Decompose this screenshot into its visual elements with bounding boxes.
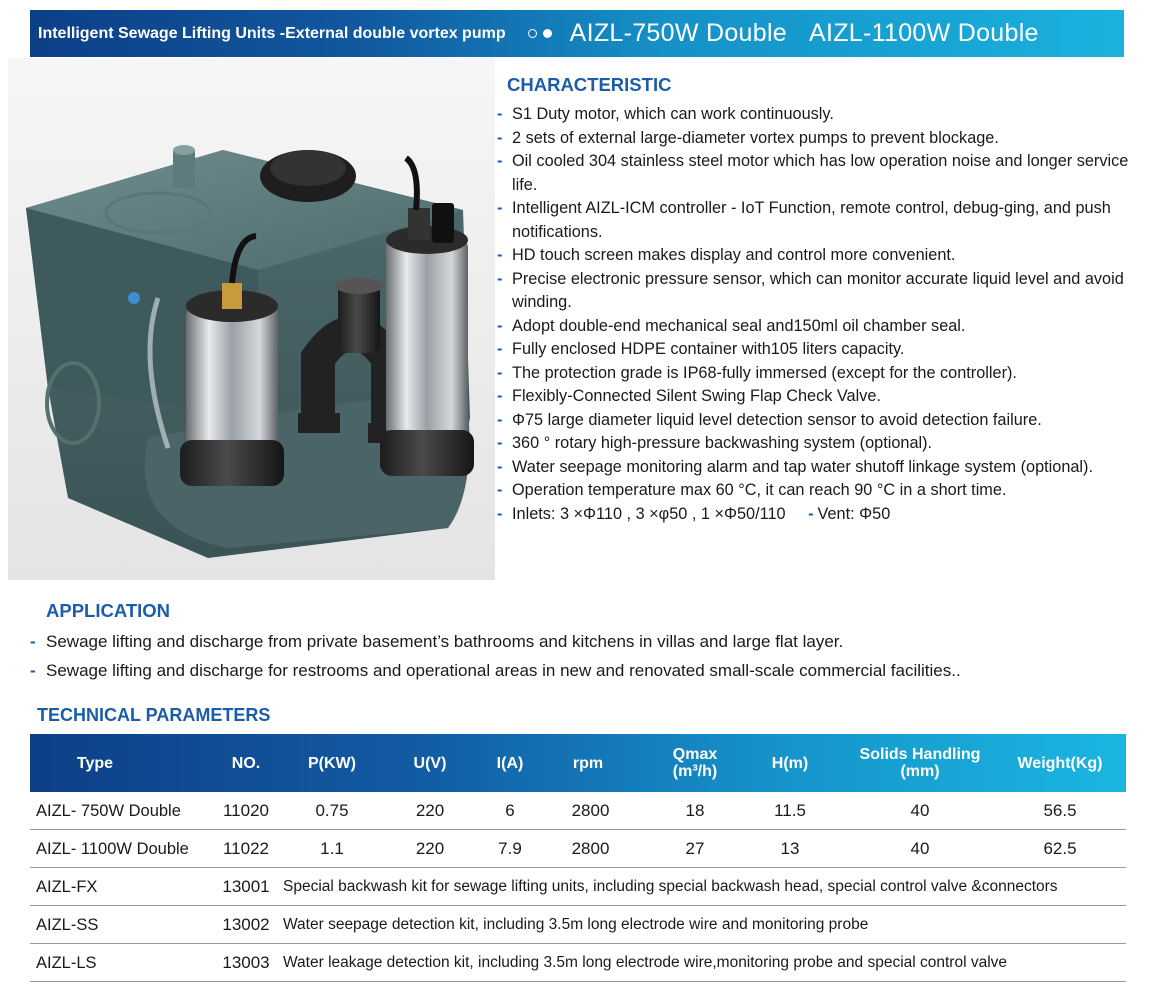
banner-title: Intelligent Sewage Lifting Units -External double vortex pump bbox=[38, 24, 506, 42]
list-item: - Operation temperature max 60 °C, it can reach 90 °C in a short time. bbox=[495, 479, 1145, 503]
cell-description: Water seepage detection kit, including 3.5m long electrode wire and monitoring probe bbox=[283, 916, 869, 933]
list-item: - Sewage lifting and discharge for restrooms and operational areas in new and renovated small-scale commercial facilities.. bbox=[30, 656, 961, 685]
table-row bbox=[30, 792, 1126, 830]
cell-type: AIZL-FX bbox=[36, 877, 98, 896]
cell-qmax: 27 bbox=[685, 839, 705, 858]
cell-type: AIZL-LS bbox=[36, 953, 97, 972]
vent-text: Vent: Φ50 bbox=[817, 504, 891, 523]
cell-weight: 62.5 bbox=[1043, 839, 1077, 858]
banner-dots-icon bbox=[528, 29, 552, 38]
table-row bbox=[30, 906, 1126, 944]
list-item: - 360 ° rotary high-pressure backwashing system (optional). bbox=[495, 432, 1145, 456]
cell-no: 13001 bbox=[222, 877, 270, 896]
cell-rpm: 2800 bbox=[571, 801, 610, 820]
list-item: - Intelligent AIZL-ICM controller - IoT Function, remote control, debug-ging, and push notifications. bbox=[495, 197, 1145, 244]
cell-voltage: 220 bbox=[415, 839, 445, 858]
header-qmax bbox=[650, 734, 740, 792]
header-solids bbox=[845, 734, 995, 792]
header-qmax-label: Qmax bbox=[672, 746, 718, 763]
header-rpm: rpm bbox=[572, 754, 604, 772]
cell-type: AIZL-SS bbox=[36, 915, 99, 934]
list-item: - Sewage lifting and discharge from private basement’s bathrooms and kitchens in villas and large flat layer. bbox=[30, 627, 961, 656]
characteristic-list bbox=[495, 103, 1145, 526]
technical-parameters-table bbox=[30, 734, 1126, 982]
list-item: - Water seepage monitoring alarm and tap water shutoff linkage system (optional). bbox=[495, 456, 1145, 480]
cell-head: 13 bbox=[780, 839, 800, 858]
cell-solids: 40 bbox=[910, 839, 930, 858]
cell-rpm: 2800 bbox=[571, 839, 610, 858]
cell-current: 6 bbox=[505, 801, 515, 820]
table-row bbox=[30, 944, 1126, 982]
list-item: - Precise electronic pressure sensor, which can monitor accurate liquid level and avoid winding. bbox=[495, 268, 1145, 315]
cell-power: 0.75 bbox=[315, 801, 349, 820]
list-item: - Fully enclosed HDPE container with105 liters capacity. bbox=[495, 338, 1145, 362]
header-banner bbox=[30, 10, 1124, 57]
cell-description: Special backwash kit for sewage lifting units, including special backwash head, special control valve &connectors bbox=[283, 878, 1058, 895]
cell-type: AIZL- 1100W Double bbox=[36, 839, 189, 858]
header-power: P(KW) bbox=[308, 754, 356, 772]
filled-dot-icon bbox=[543, 29, 552, 38]
application-list bbox=[30, 627, 961, 685]
cell-no: 11020 bbox=[222, 801, 269, 820]
header-type: Type bbox=[76, 754, 114, 772]
header-solids-unit: (mm) bbox=[900, 763, 940, 780]
characteristic-heading: CHARACTERISTIC bbox=[507, 74, 672, 95]
list-item: - The protection grade is IP68-fully immersed (except for the controller). bbox=[495, 362, 1145, 386]
cell-no: 13002 bbox=[222, 915, 270, 934]
cell-solids: 40 bbox=[910, 801, 930, 820]
cell-head: 11.5 bbox=[774, 801, 806, 820]
list-item: - Adopt double-end mechanical seal and150ml oil chamber seal. bbox=[495, 315, 1145, 339]
sewage-lifting-unit-illustration bbox=[8, 58, 495, 580]
inlets-text: Inlets: 3 ×Φ110 , 3 ×φ50 , 1 ×Φ50/110 bbox=[512, 504, 786, 523]
application-heading: APPLICATION bbox=[46, 600, 171, 621]
cell-no: 13003 bbox=[222, 953, 270, 972]
hollow-dot-icon bbox=[528, 29, 537, 38]
list-item: - Φ75 large diameter liquid level detection sensor to avoid detection failure. bbox=[495, 409, 1145, 433]
cell-voltage: 220 bbox=[415, 801, 445, 820]
list-item: - Flexibly-Connected Silent Swing Flap Check Valve. bbox=[495, 385, 1145, 409]
cell-no: 11022 bbox=[222, 839, 269, 858]
header-no: NO. bbox=[231, 754, 261, 772]
list-item: - 2 sets of external large-diameter vortex pumps to prevent blockage. bbox=[495, 127, 1145, 151]
inlets-vent-item bbox=[495, 503, 1145, 527]
cell-weight: 56.5 bbox=[1043, 801, 1077, 820]
header-solids-label: Solids Handling bbox=[859, 746, 981, 763]
header-head: H(m) bbox=[771, 754, 809, 772]
table-header-row bbox=[30, 734, 1126, 792]
header-voltage: U(V) bbox=[413, 754, 447, 772]
banner-model-750w: AIZL-750W Double bbox=[569, 19, 788, 47]
vent-info bbox=[808, 505, 890, 523]
table-row bbox=[30, 868, 1126, 906]
product-image bbox=[8, 58, 495, 580]
header-current: I(A) bbox=[496, 754, 524, 772]
banner-model-1100w: AIZL-1100W Double bbox=[809, 19, 1039, 47]
cell-current: 7.9 bbox=[498, 839, 522, 858]
cell-qmax: 18 bbox=[685, 801, 705, 820]
cell-power: 1.1 bbox=[320, 839, 344, 858]
header-qmax-unit: (m³/h) bbox=[672, 763, 718, 780]
list-item: - Oil cooled 304 stainless steel motor which has low operation noise and longer service life. bbox=[495, 150, 1145, 197]
cell-type: AIZL- 750W Double bbox=[36, 801, 181, 820]
table-row bbox=[30, 830, 1126, 868]
dash-icon: - bbox=[808, 504, 814, 523]
cell-description: Water leakage detection kit, including 3.5m long electrode wire,monitoring probe and special control valve bbox=[283, 954, 1008, 971]
technical-parameters-heading: TECHNICAL PARAMETERS bbox=[37, 705, 271, 725]
list-item: - S1 Duty motor, which can work continuously. bbox=[495, 103, 1145, 127]
header-weight: Weight(Kg) bbox=[1017, 754, 1103, 772]
list-item: - HD touch screen makes display and control more convenient. bbox=[495, 244, 1145, 268]
